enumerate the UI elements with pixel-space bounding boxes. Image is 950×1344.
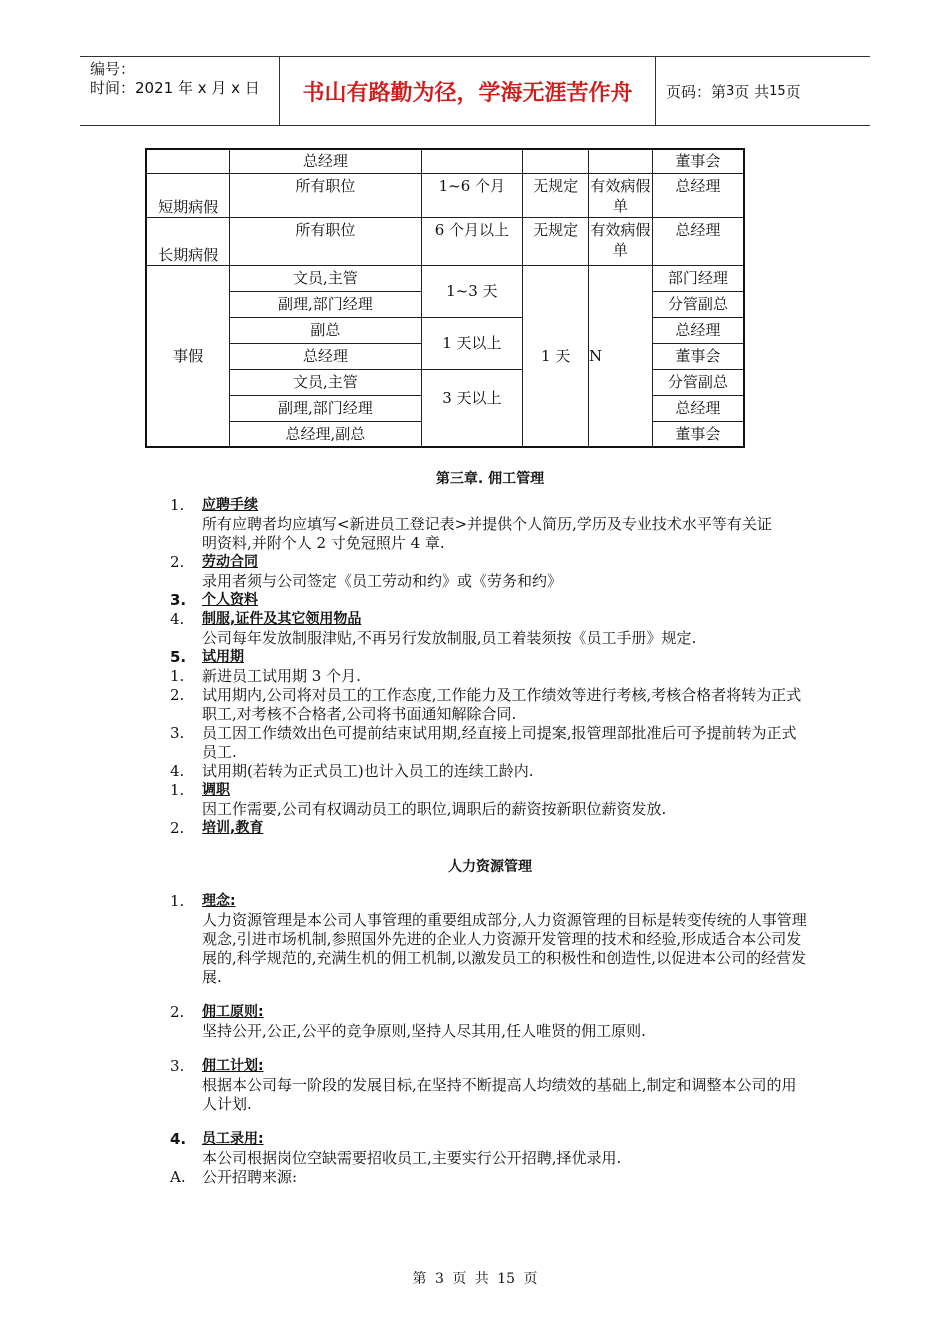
item-number: 4.	[170, 610, 185, 628]
page-footer: 第 3 页 共 15 页	[412, 1271, 538, 1287]
item-title: 佣工原则:	[202, 1004, 264, 1020]
table-row	[146, 317, 744, 343]
table-cell: 总经理	[230, 149, 421, 173]
item-text: 所有应聘者均应填写<新进员工登记表>并提供个人简历,学历及专业技术水平等有关证	[202, 515, 772, 533]
list-item	[170, 496, 810, 515]
table-cell: 部门经理	[652, 265, 744, 291]
item-text: 坚持公开,公正,公平的竞争原则,坚持人尽其用,任人唯贤的佣工原则.	[202, 1022, 646, 1040]
item-text: 公司每年发放制服津贴,不再另行发放制服,员工着装须按《员工手册》规定.	[202, 629, 697, 647]
table-cell: 3 天以上	[421, 369, 523, 447]
table-cell: 所有职位	[230, 217, 421, 265]
item-text: 明资料,并附个人 2 寸免冠照片 4 章.	[202, 534, 445, 552]
item-number: 2.	[170, 819, 185, 837]
date-label: 时间：2021 年 x 月 x 日	[90, 79, 260, 97]
header-motto: 书山有路勤为径，学海无涯苦作舟	[280, 57, 656, 125]
table-cell: 1~6 个月	[421, 173, 523, 217]
table-cell: 总经理	[652, 173, 744, 217]
table-cell	[523, 149, 589, 173]
item-number: 4.	[170, 1130, 187, 1148]
item-number: A.	[170, 1168, 186, 1186]
item-text: 新进员工试用期 3 个月.	[202, 667, 361, 685]
page-info-mid: 页 共	[734, 82, 770, 101]
list-item	[170, 1130, 810, 1149]
table-cell: 分管副总	[652, 369, 744, 395]
table-cell	[146, 149, 230, 173]
table-cell: 董事会	[652, 149, 744, 173]
table-cell: N	[588, 265, 652, 447]
item-text: 因工作需要,公司有权调动员工的职位,调职后的薪资按新职位薪资发放.	[202, 800, 667, 818]
item-number: 2.	[170, 1003, 185, 1021]
item-number: 1.	[170, 781, 185, 799]
probation-item	[170, 667, 810, 686]
table-cell: 有效病假单	[588, 173, 652, 217]
table-cell: 副理,部门经理	[230, 291, 421, 317]
code-label: 编号：	[90, 60, 136, 78]
item-title: 劳动合同	[202, 554, 258, 570]
table-cell: 文员,主管	[230, 265, 421, 291]
table-cell	[421, 149, 523, 173]
page-total: 15	[769, 83, 786, 99]
item-number: 2.	[170, 686, 185, 704]
item-text: 试用期(若转为正式员工)也计入员工的连续工龄内.	[202, 762, 534, 780]
item-number: 3.	[170, 724, 185, 742]
table-cell	[588, 149, 652, 173]
leave-type-cell: 短期病假	[146, 173, 230, 217]
page-info-prefix: 页码：第	[666, 82, 727, 101]
leave-type-cell: 事假	[146, 265, 230, 447]
table-cell: 6 个月以上	[421, 217, 523, 265]
table-row	[146, 149, 744, 173]
table-row	[146, 265, 744, 291]
item-number: 4.	[170, 762, 185, 780]
table-cell: 文员,主管	[230, 369, 421, 395]
item-title: 制服,证件及其它领用物品	[202, 611, 362, 627]
item-title: 理念:	[202, 893, 236, 909]
probation-item	[170, 686, 810, 724]
item-text: 录用者须与公司签定《员工劳动和约》或《劳务和约》	[202, 572, 563, 590]
table-cell: 有效病假单	[588, 217, 652, 265]
item-title: 调职	[202, 782, 230, 798]
list-item	[170, 1003, 810, 1022]
header-meta	[80, 57, 280, 125]
list-item	[170, 1057, 810, 1076]
table-cell: 总经理	[652, 395, 744, 421]
leave-table	[145, 148, 745, 448]
leave-type-cell: 长期病假	[146, 217, 230, 265]
table-cell: 董事会	[652, 421, 744, 447]
table-row	[146, 369, 744, 395]
table-row	[146, 173, 744, 217]
probation-item	[170, 762, 810, 781]
table-cell: 总经理	[652, 317, 744, 343]
list-item	[170, 1168, 810, 1187]
table-cell: 所有职位	[230, 173, 421, 217]
table-cell: 董事会	[652, 343, 744, 369]
item-title: 员工录用:	[202, 1131, 264, 1147]
list-item	[170, 553, 810, 572]
table-cell: 副理,部门经理	[230, 395, 421, 421]
list-item	[170, 648, 810, 667]
table-cell: 1~3 天	[421, 265, 523, 317]
page-number: 3	[726, 83, 735, 99]
page-info-end: 页	[785, 82, 801, 101]
item-text: 根据本公司每一阶段的发展目标,在坚持不断提高人均绩效的基础上,制定和调整本公司的用人计划.	[202, 1076, 797, 1113]
table-cell: 总经理	[230, 343, 421, 369]
item-number: 3.	[170, 591, 187, 609]
item-title: 应聘手续	[202, 497, 258, 513]
list-item	[170, 591, 810, 610]
list-item	[170, 610, 810, 629]
table-cell: 1 天以上	[421, 317, 523, 369]
table-cell: 分管副总	[652, 291, 744, 317]
item-title: 试用期	[202, 649, 244, 665]
item-title: 培训,教育	[202, 820, 264, 836]
probation-item	[170, 724, 810, 762]
item-title: 个人资料	[202, 592, 258, 608]
table-cell: 无规定	[523, 217, 589, 265]
item-title: 佣工计划:	[202, 1058, 264, 1074]
item-number: 1.	[170, 892, 185, 910]
document-body	[170, 468, 810, 1187]
table-cell: 1 天	[523, 265, 589, 447]
item-text: 员工因工作绩效出色可提前结束试用期,经直接上司提案,报管理部批准后可予提前转为正式员工.	[202, 724, 797, 761]
item-text: 人力资源管理是本公司人事管理的重要组成部分,人力资源管理的目标是转变传统的人事管理观念,引进市场机制,参照国外先进的企业人力资源开发管理的技术和经验,形成适合本公司发展的,科学规范的,充满生机的佣工机制,以激发员工的积极性和创造性,以促进本公司的经营发展.	[202, 911, 807, 986]
item-number: 1.	[170, 496, 185, 514]
table-cell: 总经理	[652, 217, 744, 265]
table-row	[146, 217, 744, 265]
item-number: 5.	[170, 648, 187, 666]
item-text: 试用期内,公司将对员工的工作态度,工作能力及工作绩效等进行考核,考核合格者将转为正式职工,对考核不合格者,公司将书面通知解除合同.	[202, 686, 802, 723]
section-heading: 人力资源管理	[448, 859, 532, 875]
list-item	[170, 781, 810, 800]
item-number: 2.	[170, 553, 185, 571]
item-number: 1.	[170, 667, 185, 685]
table-cell: 无规定	[523, 173, 589, 217]
item-text: 本公司根据岗位空缺需要招收员工,主要实行公开招聘,择优录用.	[202, 1149, 622, 1167]
list-item	[170, 819, 810, 838]
item-text: 公开招聘来源:	[202, 1168, 298, 1186]
page-header	[80, 56, 870, 126]
header-page-info	[656, 57, 870, 125]
chapter-heading: 第三章. 佣工管理	[435, 471, 545, 487]
list-item	[170, 892, 810, 911]
table-cell: 总经理,副总	[230, 421, 421, 447]
table-cell: 副总	[230, 317, 421, 343]
item-number: 3.	[170, 1057, 185, 1075]
